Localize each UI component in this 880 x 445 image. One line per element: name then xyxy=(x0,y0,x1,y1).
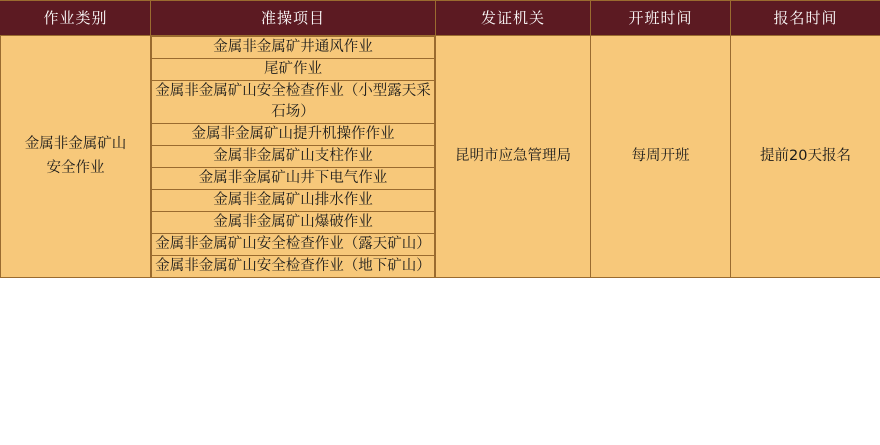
item-label: 金属非金属矿山安全检查作业 xyxy=(155,258,344,275)
item-cell xyxy=(152,256,435,278)
item-row xyxy=(152,59,435,81)
category-line-2: 安全作业 xyxy=(46,159,105,176)
item-label: 金属非金属矿山安全检查作业 xyxy=(155,83,344,100)
column-header-registration-time: 报名时间 xyxy=(731,1,880,36)
item-cell xyxy=(152,234,435,256)
item-label: 金属非金属矿山提升机操作作业 xyxy=(191,126,395,143)
item-row xyxy=(152,256,435,278)
item-label: 金属非金属矿山井下电气作业 xyxy=(198,170,388,187)
column-header-authority: 发证机关 xyxy=(436,1,591,36)
item-cell xyxy=(152,81,435,124)
item-sublabel: （露天矿山） xyxy=(343,236,431,253)
item-cell xyxy=(152,59,435,81)
item-sublabel: （地下矿山） xyxy=(343,258,431,275)
item-row xyxy=(152,124,435,146)
cell-registration-time: 提前20天报名 xyxy=(731,36,880,278)
cell-items xyxy=(151,36,436,278)
item-row xyxy=(152,168,435,190)
item-row xyxy=(152,212,435,234)
item-cell xyxy=(152,212,435,234)
category-line-1: 金属非金属矿山 xyxy=(24,135,127,152)
item-row xyxy=(152,234,435,256)
item-label: 金属非金属矿山排水作业 xyxy=(213,192,373,209)
cell-class-time: 每周开班 xyxy=(591,36,731,278)
column-header-class-time: 开班时间 xyxy=(591,1,731,36)
column-header-items: 准操项目 xyxy=(151,1,436,36)
item-sublabel: （小型露天采石场） xyxy=(271,83,431,121)
table-header xyxy=(1,1,880,36)
items-subtable-body xyxy=(152,37,435,278)
item-label: 金属非金属矿井通风作业 xyxy=(213,39,373,55)
item-row xyxy=(152,37,435,59)
cell-authority: 昆明市应急管理局 xyxy=(436,36,591,278)
items-subtable xyxy=(151,36,435,277)
item-cell xyxy=(152,190,435,212)
item-cell xyxy=(152,124,435,146)
cell-category xyxy=(1,36,151,278)
table-body xyxy=(1,36,880,278)
table-row xyxy=(1,36,880,278)
column-header-category: 作业类别 xyxy=(1,1,151,36)
item-cell xyxy=(152,37,435,59)
item-label: 金属非金属矿山安全检查作业 xyxy=(155,236,344,253)
item-label: 金属非金属矿山支柱作业 xyxy=(213,148,373,165)
item-label: 尾矿作业 xyxy=(264,61,322,78)
item-row xyxy=(152,190,435,212)
item-cell xyxy=(152,168,435,190)
header-row xyxy=(1,1,880,36)
item-row xyxy=(152,81,435,124)
item-cell xyxy=(152,146,435,168)
item-row xyxy=(152,146,435,168)
item-label: 金属非金属矿山爆破作业 xyxy=(213,214,373,231)
